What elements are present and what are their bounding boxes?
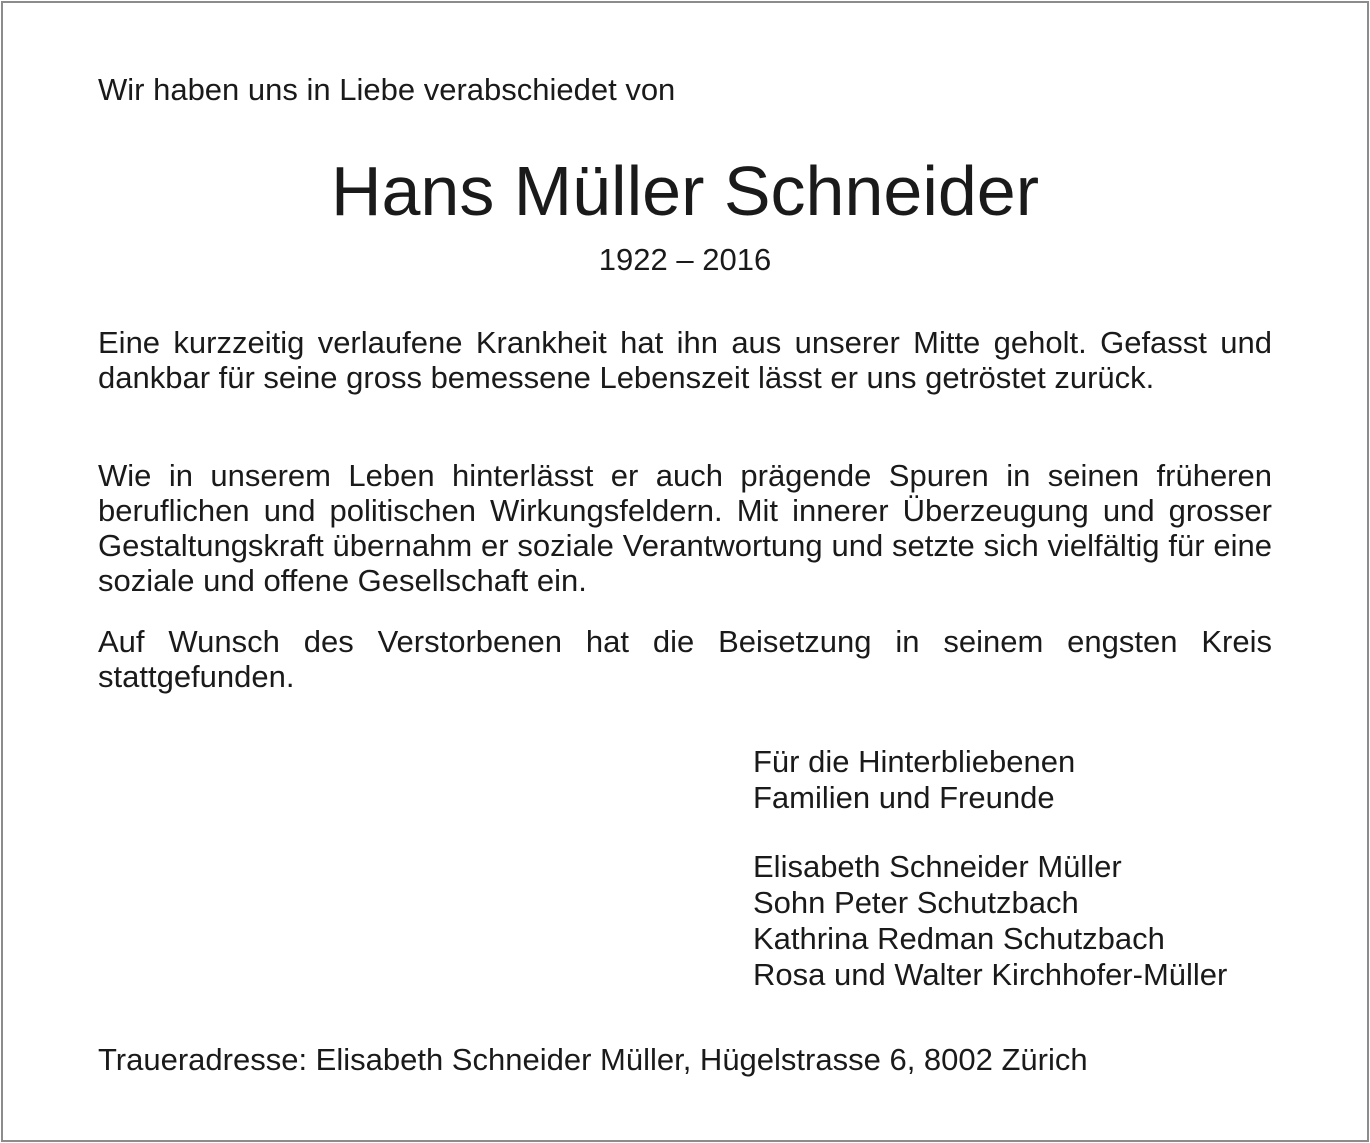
mourner-name: Kathrina Redman Schutzbach	[753, 921, 1165, 956]
signoff-names	[753, 849, 1227, 993]
paragraph-burial: Auf Wunsch des Verstorbenen hat die Beisetzung in seinem engsten Kreis stattgefunden.	[98, 624, 1272, 694]
mourner-name: Rosa und Walter Kirchhofer-Müller	[753, 957, 1228, 992]
life-dates: 1922 – 2016	[598, 242, 772, 277]
mourning-address: Traueradresse: Elisabeth Schneider Müller, Hügelstrasse 6, 8002 Zürich	[98, 1042, 1088, 1077]
signoff-line: Familien und Freunde	[753, 780, 1055, 815]
paragraph-illness: Eine kurzzeitig verlaufene Krankheit hat ihn aus unserer Mitte geholt. Gefasst und dankbar für seine gross bemessene Lebenszeit lässt er uns getröstet zurück.	[98, 325, 1272, 395]
intro-line: Wir haben uns in Liebe verabschiedet von	[98, 72, 676, 107]
paragraph-legacy: Wie in unserem Leben hinterlässt er auch prägende Spuren in seinen früheren beruflichen und politischen Wirkungsfeldern. Mit innerer Überzeugung und grosser Gestaltungskraft übernahm er soziale Verantwortung und setzte sich vielfältig für eine soziale und offene Gesellschaft ein.	[98, 458, 1272, 598]
deceased-name: Hans Müller Schneider	[330, 152, 1040, 230]
signoff-group	[753, 744, 1075, 816]
mourner-name: Sohn Peter Schutzbach	[753, 885, 1079, 920]
signoff-line: Für die Hinterbliebenen	[753, 744, 1076, 779]
mourner-name: Elisabeth Schneider Müller	[753, 849, 1122, 884]
